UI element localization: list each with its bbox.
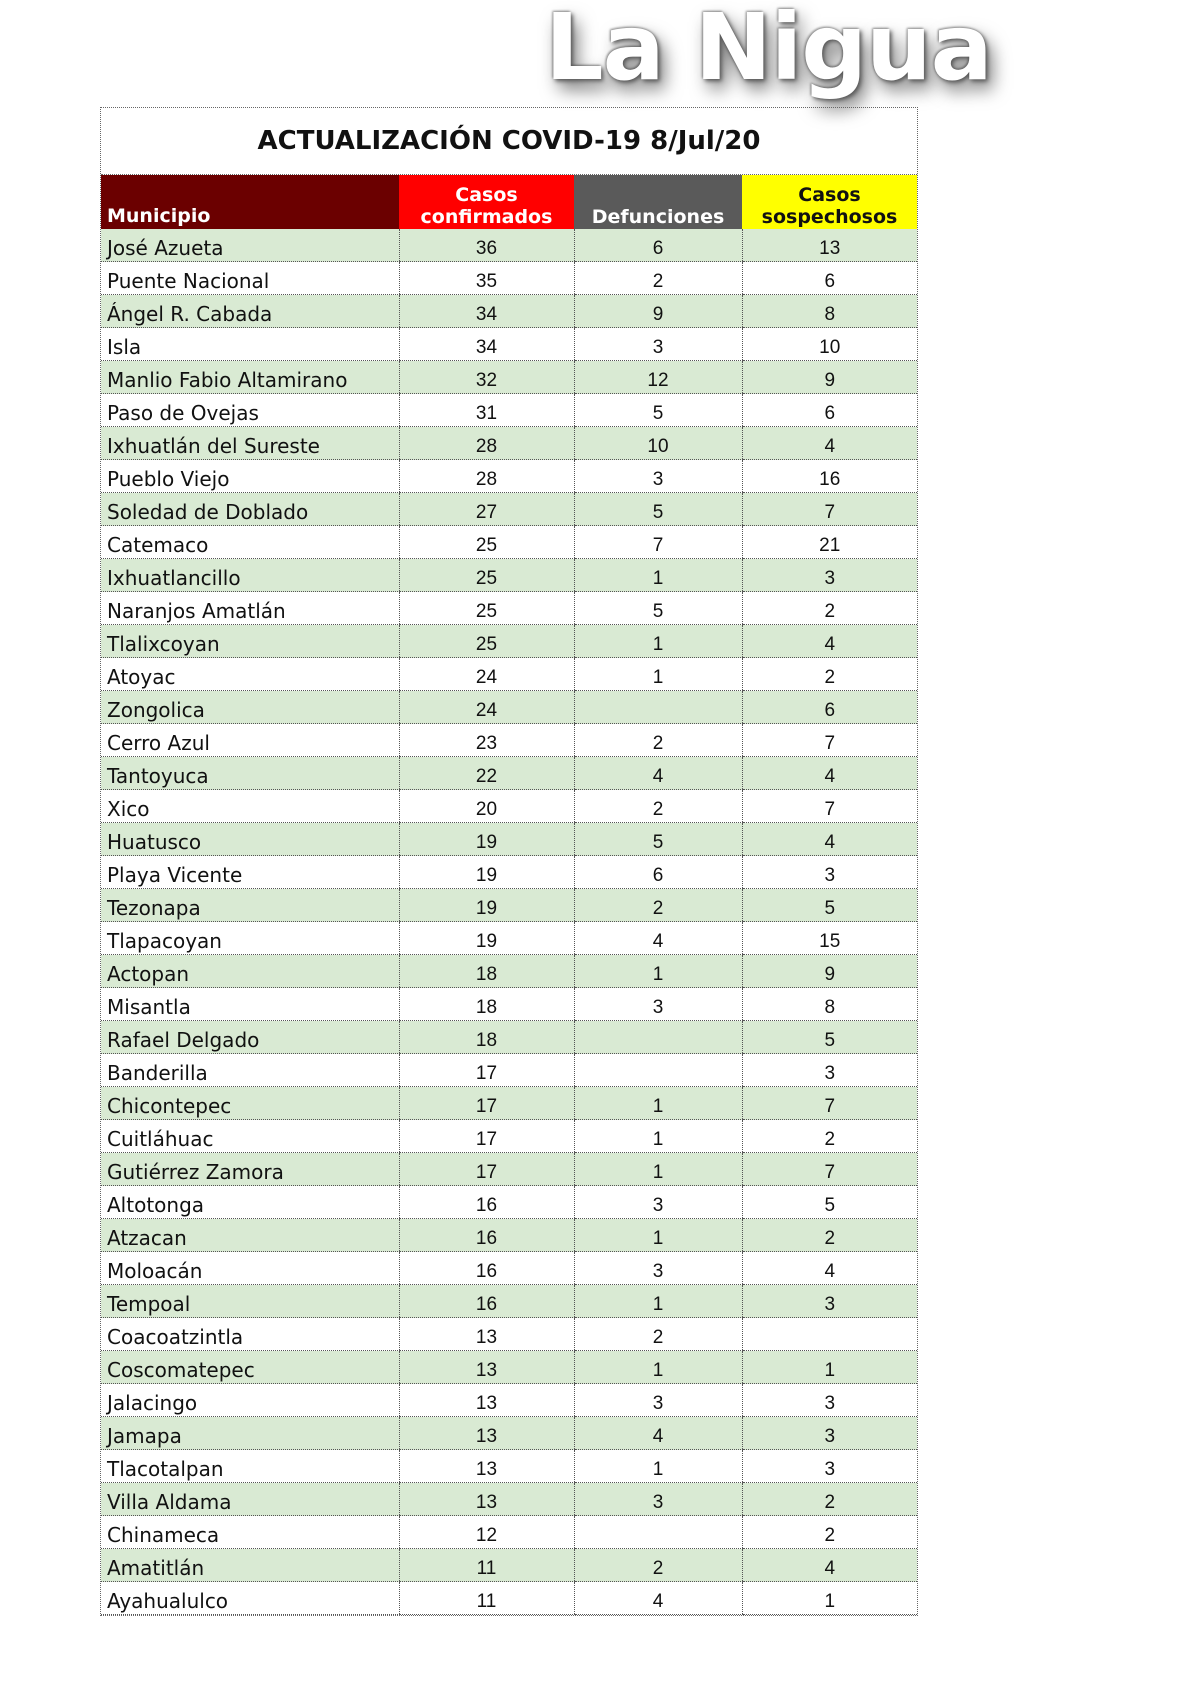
table-row [101, 1549, 917, 1582]
table-row [101, 658, 917, 691]
cell-defunciones [574, 1054, 742, 1087]
cell-municipio: Jalacingo [101, 1384, 399, 1417]
table-row [101, 1417, 917, 1450]
table-row [101, 1582, 917, 1615]
cell-municipio: Tantoyuca [101, 757, 399, 790]
header-municipio: Municipio [101, 175, 399, 229]
cell-confirmados: 18 [399, 1021, 574, 1054]
table-row [101, 1219, 917, 1252]
header-sospechosos-line2: sospechosos [761, 206, 898, 228]
table-row [101, 625, 917, 658]
cell-municipio: Ixhuatlán del Sureste [101, 427, 399, 460]
cell-defunciones: 3 [574, 1252, 742, 1285]
table-row [101, 526, 917, 559]
cell-defunciones [574, 1516, 742, 1549]
cell-confirmados: 20 [399, 790, 574, 823]
cell-defunciones: 1 [574, 625, 742, 658]
cell-sospechosos: 2 [742, 1483, 917, 1516]
cell-sospechosos: 3 [742, 856, 917, 889]
watermark-logo: La Nigua [545, 0, 992, 101]
header-sospechosos [742, 175, 917, 229]
table-row [101, 1318, 917, 1351]
cell-municipio: Chicontepec [101, 1087, 399, 1120]
cell-defunciones: 4 [574, 757, 742, 790]
cell-confirmados: 17 [399, 1153, 574, 1186]
cell-municipio: Tlacotalpan [101, 1450, 399, 1483]
cell-defunciones: 2 [574, 1549, 742, 1582]
cell-defunciones: 2 [574, 1318, 742, 1351]
cell-defunciones: 1 [574, 658, 742, 691]
cell-defunciones: 1 [574, 1120, 742, 1153]
cell-defunciones [574, 691, 742, 724]
cell-confirmados: 19 [399, 889, 574, 922]
table-row [101, 493, 917, 526]
cell-sospechosos: 21 [742, 526, 917, 559]
table-row [101, 460, 917, 493]
header-defunciones: Defunciones [574, 175, 742, 229]
table-row [101, 1054, 917, 1087]
cell-municipio: Manlio Fabio Altamirano [101, 361, 399, 394]
cell-confirmados: 13 [399, 1417, 574, 1450]
cell-sospechosos: 6 [742, 262, 917, 295]
cell-defunciones: 1 [574, 1285, 742, 1318]
cell-defunciones: 3 [574, 1186, 742, 1219]
cell-confirmados: 19 [399, 823, 574, 856]
cell-confirmados: 27 [399, 493, 574, 526]
cell-confirmados: 31 [399, 394, 574, 427]
cell-defunciones: 1 [574, 1351, 742, 1384]
table-row [101, 790, 917, 823]
covid-table-sheet [100, 107, 918, 1616]
cell-confirmados: 19 [399, 922, 574, 955]
cell-municipio: Moloacán [101, 1252, 399, 1285]
cell-defunciones: 7 [574, 526, 742, 559]
header-confirmados [399, 175, 574, 229]
cell-defunciones: 1 [574, 1087, 742, 1120]
cell-defunciones: 1 [574, 559, 742, 592]
cell-defunciones: 5 [574, 823, 742, 856]
cell-defunciones: 1 [574, 1219, 742, 1252]
cell-municipio: Actopan [101, 955, 399, 988]
cell-confirmados: 22 [399, 757, 574, 790]
cell-municipio: Atzacan [101, 1219, 399, 1252]
table-row [101, 427, 917, 460]
cell-municipio: Coacoatzintla [101, 1318, 399, 1351]
cell-municipio: Tezonapa [101, 889, 399, 922]
cell-confirmados: 17 [399, 1054, 574, 1087]
cell-municipio: Amatitlán [101, 1549, 399, 1582]
table-row [101, 1186, 917, 1219]
cell-municipio: Soledad de Doblado [101, 493, 399, 526]
cell-confirmados: 28 [399, 427, 574, 460]
table-row [101, 559, 917, 592]
cell-sospechosos: 6 [742, 691, 917, 724]
cell-sospechosos: 7 [742, 493, 917, 526]
table-body [101, 229, 917, 1615]
cell-defunciones: 1 [574, 955, 742, 988]
cell-municipio: Chinameca [101, 1516, 399, 1549]
table-row [101, 1483, 917, 1516]
cell-defunciones: 3 [574, 328, 742, 361]
cell-sospechosos: 4 [742, 427, 917, 460]
cell-municipio: Xico [101, 790, 399, 823]
cell-sospechosos: 2 [742, 1219, 917, 1252]
cell-sospechosos [742, 1318, 917, 1351]
cell-sospechosos: 5 [742, 889, 917, 922]
cell-confirmados: 13 [399, 1483, 574, 1516]
cell-sospechosos: 1 [742, 1351, 917, 1384]
cell-municipio: Coscomatepec [101, 1351, 399, 1384]
cell-confirmados: 16 [399, 1219, 574, 1252]
cell-municipio: Playa Vicente [101, 856, 399, 889]
cell-municipio: Isla [101, 328, 399, 361]
cell-sospechosos: 5 [742, 1021, 917, 1054]
cell-confirmados: 17 [399, 1087, 574, 1120]
cell-confirmados: 18 [399, 988, 574, 1021]
cell-confirmados: 34 [399, 328, 574, 361]
cell-sospechosos: 16 [742, 460, 917, 493]
cell-municipio: Cuitláhuac [101, 1120, 399, 1153]
covid-table [101, 175, 917, 1615]
cell-defunciones: 2 [574, 889, 742, 922]
cell-confirmados: 12 [399, 1516, 574, 1549]
cell-sospechosos: 7 [742, 790, 917, 823]
table-row [101, 229, 917, 262]
cell-defunciones: 4 [574, 922, 742, 955]
table-row [101, 889, 917, 922]
cell-municipio: Rafael Delgado [101, 1021, 399, 1054]
cell-municipio: Misantla [101, 988, 399, 1021]
table-row [101, 988, 917, 1021]
cell-confirmados: 16 [399, 1252, 574, 1285]
table-row [101, 691, 917, 724]
table-row [101, 328, 917, 361]
cell-municipio: Ayahualulco [101, 1582, 399, 1615]
cell-sospechosos: 2 [742, 592, 917, 625]
table-row [101, 262, 917, 295]
table-row [101, 1285, 917, 1318]
cell-sospechosos: 3 [742, 1054, 917, 1087]
cell-defunciones: 5 [574, 592, 742, 625]
table-row [101, 1120, 917, 1153]
cell-municipio: Pueblo Viejo [101, 460, 399, 493]
table-row [101, 955, 917, 988]
cell-defunciones: 3 [574, 460, 742, 493]
table-row [101, 856, 917, 889]
cell-sospechosos: 10 [742, 328, 917, 361]
cell-defunciones [574, 1021, 742, 1054]
cell-confirmados: 16 [399, 1285, 574, 1318]
cell-confirmados: 16 [399, 1186, 574, 1219]
cell-sospechosos: 3 [742, 1417, 917, 1450]
cell-defunciones: 4 [574, 1417, 742, 1450]
cell-defunciones: 5 [574, 493, 742, 526]
table-row [101, 1450, 917, 1483]
cell-sospechosos: 3 [742, 1384, 917, 1417]
table-row [101, 724, 917, 757]
cell-sospechosos: 7 [742, 1153, 917, 1186]
cell-confirmados: 23 [399, 724, 574, 757]
cell-sospechosos: 3 [742, 559, 917, 592]
cell-sospechosos: 9 [742, 361, 917, 394]
cell-defunciones: 2 [574, 724, 742, 757]
cell-sospechosos: 8 [742, 295, 917, 328]
cell-sospechosos: 9 [742, 955, 917, 988]
cell-municipio: Catemaco [101, 526, 399, 559]
cell-municipio: Naranjos Amatlán [101, 592, 399, 625]
cell-sospechosos: 13 [742, 229, 917, 262]
cell-sospechosos: 4 [742, 625, 917, 658]
cell-defunciones: 5 [574, 394, 742, 427]
table-row [101, 1153, 917, 1186]
table-row [101, 823, 917, 856]
table-row [101, 295, 917, 328]
cell-sospechosos: 4 [742, 1549, 917, 1582]
cell-defunciones: 1 [574, 1153, 742, 1186]
cell-defunciones: 6 [574, 229, 742, 262]
cell-confirmados: 25 [399, 625, 574, 658]
cell-confirmados: 32 [399, 361, 574, 394]
cell-confirmados: 24 [399, 658, 574, 691]
cell-defunciones: 1 [574, 1450, 742, 1483]
cell-municipio: Ixhuatlancillo [101, 559, 399, 592]
cell-defunciones: 3 [574, 1384, 742, 1417]
cell-municipio: Villa Aldama [101, 1483, 399, 1516]
cell-confirmados: 25 [399, 592, 574, 625]
cell-sospechosos: 3 [742, 1285, 917, 1318]
cell-sospechosos: 15 [742, 922, 917, 955]
cell-confirmados: 34 [399, 295, 574, 328]
cell-municipio: Puente Nacional [101, 262, 399, 295]
cell-defunciones: 3 [574, 988, 742, 1021]
cell-confirmados: 25 [399, 559, 574, 592]
cell-confirmados: 17 [399, 1120, 574, 1153]
cell-confirmados: 13 [399, 1318, 574, 1351]
page-title: ACTUALIZACIÓN COVID-19 8/Jul/20 [101, 108, 917, 175]
table-row [101, 757, 917, 790]
table-row [101, 1021, 917, 1054]
cell-sospechosos: 2 [742, 658, 917, 691]
cell-confirmados: 13 [399, 1384, 574, 1417]
cell-sospechosos: 3 [742, 1450, 917, 1483]
cell-confirmados: 13 [399, 1351, 574, 1384]
cell-sospechosos: 5 [742, 1186, 917, 1219]
cell-municipio: Tempoal [101, 1285, 399, 1318]
table-row [101, 592, 917, 625]
table-row [101, 1351, 917, 1384]
cell-sospechosos: 7 [742, 724, 917, 757]
cell-sospechosos: 7 [742, 1087, 917, 1120]
cell-sospechosos: 6 [742, 394, 917, 427]
cell-confirmados: 13 [399, 1450, 574, 1483]
table-row [101, 922, 917, 955]
cell-municipio: Ángel R. Cabada [101, 295, 399, 328]
cell-confirmados: 28 [399, 460, 574, 493]
cell-municipio: Jamapa [101, 1417, 399, 1450]
cell-defunciones: 3 [574, 1483, 742, 1516]
cell-sospechosos: 4 [742, 823, 917, 856]
cell-municipio: Banderilla [101, 1054, 399, 1087]
cell-confirmados: 36 [399, 229, 574, 262]
cell-municipio: Cerro Azul [101, 724, 399, 757]
cell-confirmados: 19 [399, 856, 574, 889]
header-row [101, 175, 917, 229]
cell-defunciones: 12 [574, 361, 742, 394]
table-row [101, 1516, 917, 1549]
cell-defunciones: 10 [574, 427, 742, 460]
table-row [101, 361, 917, 394]
cell-defunciones: 2 [574, 790, 742, 823]
cell-confirmados: 11 [399, 1549, 574, 1582]
header-confirmados-line2: confirmados [420, 206, 553, 228]
cell-municipio: Huatusco [101, 823, 399, 856]
cell-municipio: Atoyac [101, 658, 399, 691]
cell-municipio: Tlapacoyan [101, 922, 399, 955]
table-row [101, 394, 917, 427]
cell-defunciones: 6 [574, 856, 742, 889]
cell-sospechosos: 4 [742, 757, 917, 790]
cell-municipio: Zongolica [101, 691, 399, 724]
cell-confirmados: 25 [399, 526, 574, 559]
cell-defunciones: 2 [574, 262, 742, 295]
cell-sospechosos: 2 [742, 1516, 917, 1549]
cell-defunciones: 4 [574, 1582, 742, 1615]
cell-municipio: Paso de Ovejas [101, 394, 399, 427]
cell-confirmados: 24 [399, 691, 574, 724]
table-row [101, 1087, 917, 1120]
table-row [101, 1252, 917, 1285]
cell-confirmados: 11 [399, 1582, 574, 1615]
cell-municipio: José Azueta [101, 229, 399, 262]
cell-sospechosos: 8 [742, 988, 917, 1021]
cell-sospechosos: 1 [742, 1582, 917, 1615]
cell-municipio: Altotonga [101, 1186, 399, 1219]
header-sospechosos-line1: Casos [798, 184, 861, 206]
table-row [101, 1384, 917, 1417]
cell-municipio: Gutiérrez Zamora [101, 1153, 399, 1186]
cell-municipio: Tlalixcoyan [101, 625, 399, 658]
cell-defunciones: 9 [574, 295, 742, 328]
cell-confirmados: 35 [399, 262, 574, 295]
cell-confirmados: 18 [399, 955, 574, 988]
header-confirmados-line1: Casos [455, 184, 518, 206]
cell-sospechosos: 4 [742, 1252, 917, 1285]
cell-sospechosos: 2 [742, 1120, 917, 1153]
